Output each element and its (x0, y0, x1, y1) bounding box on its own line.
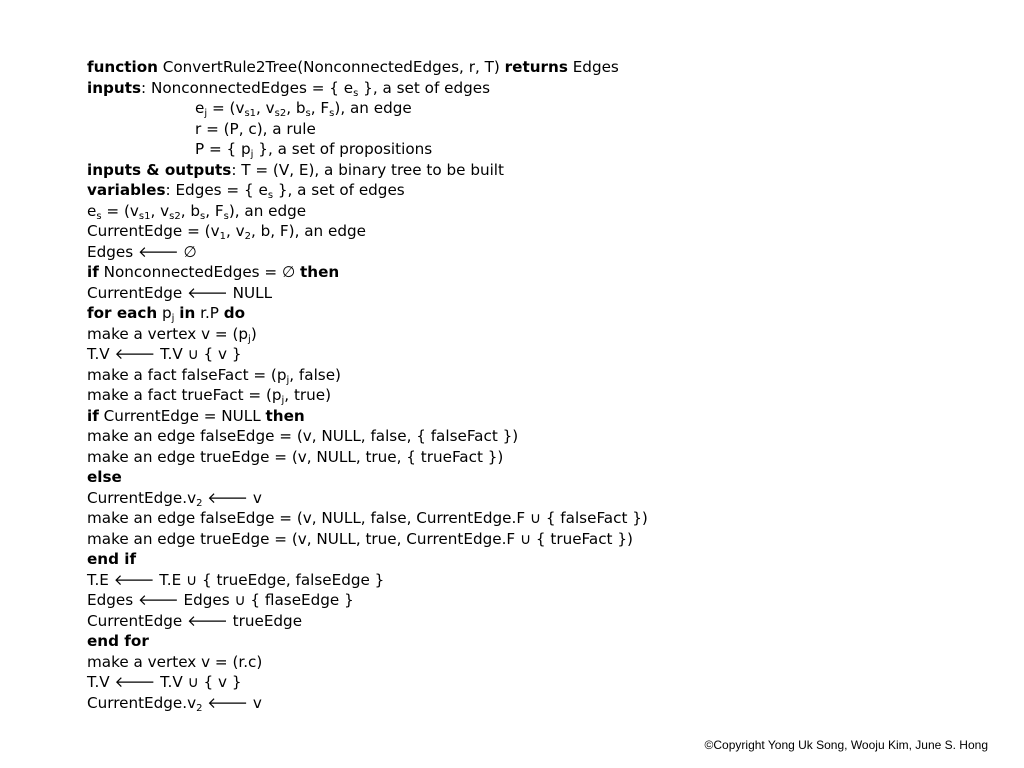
code-line (87, 324, 987, 345)
code-line (87, 508, 987, 529)
code-text: , v (225, 222, 245, 240)
subscript: 1 (219, 231, 226, 242)
subscript: s (305, 108, 311, 119)
code-line (87, 529, 987, 550)
code-line (87, 385, 987, 406)
code-line (87, 365, 987, 386)
subscript: s (96, 210, 102, 222)
subscript: s (223, 210, 229, 222)
keyword: inputs (87, 78, 142, 97)
code-text: T.V 🡐 T.V ∪ { v } (87, 345, 242, 363)
code-line (87, 447, 987, 468)
keyword: then (265, 406, 305, 425)
subscript: s1 (244, 108, 257, 119)
code-text: Edges 🡐 ∅ (87, 242, 197, 261)
code-text: r.P (195, 304, 224, 322)
code-line (87, 119, 987, 140)
keyword: variables (87, 181, 166, 199)
code-line (87, 611, 987, 632)
code-text: ) (250, 324, 257, 343)
code-line (87, 201, 987, 222)
keyword: else (87, 468, 122, 486)
code-text: , v (256, 99, 275, 117)
code-text: P = { p (195, 140, 251, 158)
code-text: }, a set of propositions (253, 140, 433, 158)
keyword: if (87, 406, 99, 425)
code-text: , b (286, 99, 306, 117)
code-text: T.V 🡐 T.V ∪ { v } (87, 673, 242, 691)
code-line (87, 344, 987, 365)
code-text: NonconnectedEdges = ∅ (98, 263, 301, 281)
code-line (87, 303, 987, 324)
keyword: function (87, 58, 158, 76)
code-text: : NonconnectedEdges = { e (141, 78, 354, 97)
code-text: 🡐 v (202, 488, 262, 507)
keyword: inputs & outputs (87, 160, 232, 179)
subscript: 2 (244, 231, 251, 242)
code-line (87, 98, 987, 119)
code-text: make an edge trueEdge = (v, NULL, true, { trueFact }) (87, 447, 504, 466)
code-line (87, 262, 987, 283)
keyword: returns (504, 58, 568, 76)
subscript: j (250, 149, 254, 160)
algorithm-text (87, 57, 987, 713)
code-text: make a vertex v = (r.c) (87, 652, 263, 671)
code-text: T.E 🡐 T.E ∪ { trueEdge, falseEdge } (87, 570, 385, 589)
subscript: s (267, 190, 274, 201)
code-text: CurrentEdge.v (87, 488, 197, 507)
code-line (87, 549, 987, 570)
code-text: , b, F), an edge (250, 222, 366, 240)
code-text: Edges (567, 58, 619, 76)
keyword: end for (87, 632, 149, 650)
keyword: do (223, 304, 246, 322)
code-line (87, 283, 987, 304)
code-line (87, 426, 987, 447)
code-text: e (87, 201, 97, 220)
code-line (87, 672, 987, 693)
subscript: 2 (196, 702, 203, 714)
keyword: end if (87, 550, 137, 568)
code-text: , true) (284, 386, 332, 404)
subscript: j (204, 108, 208, 119)
code-text: : T = (V, E), a binary tree to be built (231, 160, 504, 179)
subscript: s (199, 210, 206, 222)
code-text: , F (205, 201, 224, 220)
subscript: j (171, 313, 175, 324)
code-line (87, 467, 987, 488)
code-text: = (v (207, 99, 245, 117)
code-line (87, 221, 987, 242)
keyword: if (87, 263, 99, 281)
code-text: make a vertex v = (p (87, 324, 249, 343)
code-text: ConvertRule2Tree(NonconnectedEdges, r, T) (157, 58, 505, 76)
code-text: : Edges = { e (165, 181, 268, 199)
code-text: = (v (101, 201, 139, 220)
code-text: make a fact trueFact = (p (87, 386, 282, 404)
code-text: p (157, 304, 172, 322)
code-line (87, 180, 987, 201)
code-text: 🡐 v (202, 693, 262, 712)
subscript: s1 (138, 210, 151, 222)
code-text: CurrentEdge.v (87, 693, 197, 712)
code-text: Edges 🡐 Edges ∪ { flaseEdge } (87, 591, 354, 609)
code-line (87, 631, 987, 652)
code-line (87, 693, 987, 714)
subscript: 2 (196, 497, 203, 509)
subscript: j (286, 374, 290, 386)
subscript: j (281, 395, 285, 406)
code-text: ), an edge (334, 99, 412, 117)
code-text: r = (P, c), a rule (195, 119, 316, 138)
subscript: s2 (274, 108, 287, 119)
code-line (87, 570, 987, 591)
code-text: make an edge falseEdge = (v, NULL, false, CurrentEdge.F ∪ { falseFact }) (87, 509, 648, 527)
copyright-notice: ©Copyright Yong Uk Song, Wooju Kim, June S. Hong (704, 738, 988, 752)
code-text: , F (310, 99, 330, 117)
code-text: }, a set of edges (273, 181, 405, 199)
keyword: then (300, 263, 340, 281)
code-text: , false) (289, 365, 341, 384)
code-line (87, 488, 987, 509)
code-text: CurrentEdge = NULL (98, 406, 266, 425)
code-text: CurrentEdge 🡐 trueEdge (87, 611, 303, 630)
code-text: ), an edge (228, 201, 307, 220)
code-line (87, 406, 987, 427)
subscript: j (248, 333, 251, 345)
code-text: e (195, 99, 205, 117)
code-line (87, 652, 987, 673)
code-line (87, 590, 987, 611)
code-text: , b (180, 201, 200, 220)
code-text: }, a set of edges (358, 78, 491, 97)
code-text: make an edge trueEdge = (v, NULL, true, CurrentEdge.F ∪ { trueFact }) (87, 529, 633, 548)
code-text: make a fact falseFact = (p (87, 365, 287, 384)
code-text: make an edge falseEdge = (v, NULL, false, { falseFact }) (87, 427, 519, 445)
subscript: s2 (169, 210, 181, 222)
code-text: CurrentEdge = (v (87, 222, 220, 240)
keyword: for each (87, 304, 158, 322)
code-line (87, 57, 987, 78)
subscript: s (329, 108, 335, 119)
code-line (87, 139, 987, 160)
code-line (87, 242, 987, 263)
code-text: , v (150, 201, 170, 220)
subscript: s (353, 87, 359, 99)
code-line (87, 78, 987, 99)
keyword: in (179, 304, 196, 322)
code-line (87, 160, 987, 181)
code-text: CurrentEdge 🡐 NULL (87, 283, 273, 302)
